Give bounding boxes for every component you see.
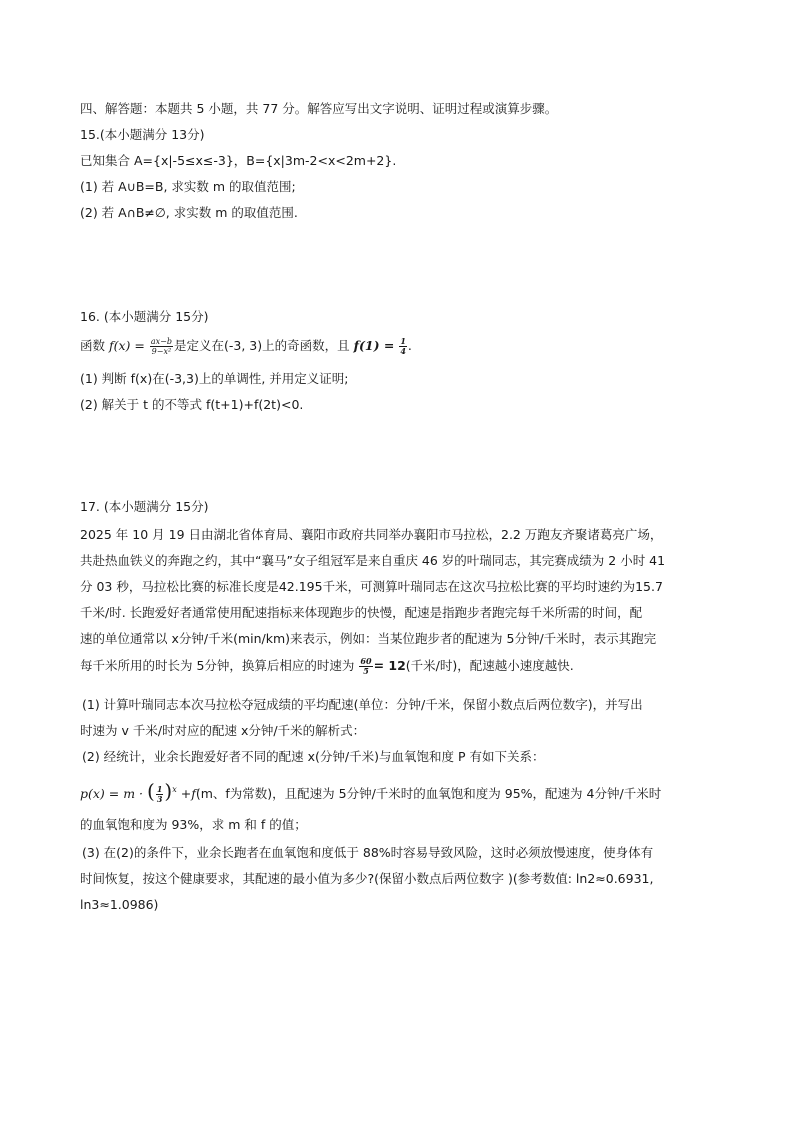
- q15-part1: (1) 若 A∪B=B, 求实数 m 的取值范围;: [80, 179, 296, 194]
- q17-sub2-formula-line: [80, 770, 661, 810]
- q16-mid: 是定义在(-3, 3)上的奇函数，且: [173, 338, 350, 353]
- q16-f1-numerator: 1: [400, 336, 406, 346]
- q16-prefix: 函数: [80, 338, 106, 353]
- q16-f1: f(1) =: [353, 338, 395, 353]
- q17-p6-a: 每千米所用的时长为 5分钟，换算后相应的时速为: [80, 658, 355, 673]
- q17-px: p(x) = m ·: [80, 786, 144, 801]
- q17-p6-eq: = 12: [373, 658, 406, 673]
- q17-p6-denominator: 5: [363, 666, 369, 676]
- q16-end: .: [407, 338, 412, 353]
- q17-sub2-b: (m、f为常数)，且配速为 5分钟/千米时的血氧饱和度为 95%，配速为 4分钟/千米时: [195, 786, 662, 801]
- q16-f1-fraction: [399, 337, 407, 356]
- q17-para-line4: 千米/时. 长跑爱好者通常使用配速指标来体现跑步的快慢，配速是指跑步者跑完每千米所需的时间，配: [80, 605, 643, 620]
- q17-s2-denominator: 3: [156, 794, 163, 804]
- q17-plus-f: +f: [180, 786, 196, 801]
- q16-statement: [80, 330, 412, 362]
- q17-para-line5: 速的单位通常以 x分钟/千米(min/km)来表示，例如：当某位跑步者的配速为 5分钟/千米时，表示其跑完: [80, 631, 657, 646]
- q17-para-line2: 共赴热血铁义的奔跑之约，其中“襄马”女子组冠军是来自重庆 46 岁的叶瑞同志，其完赛成绩为 2 小时 41: [80, 553, 666, 568]
- q17-para-line3: 分 03 秒，马拉松比赛的标准长度是42.195千米，可测算叶瑞同志在这次马拉松比赛的平均时速约为15.7: [80, 579, 663, 594]
- q17-sub2-line1: (2) 经统计，业余长跑爱好者不同的配速 x(分钟/千米)与血氧饱和度 P 有如下关系：: [82, 749, 545, 764]
- section-heading: 四、解答题：本题共 5 小题，共 77 分。解答应写出文字说明、证明过程或演算步骤。: [80, 101, 558, 116]
- q17-sub1-line1: (1) 计算叶瑞同志本次马拉松夺冠成绩的平均配速(单位：分钟/千米，保留小数点后两位数字)，并写出: [82, 697, 643, 712]
- q17-sub3-line3: ln3≈1.0986): [80, 897, 159, 912]
- q16-denominator: 9−x²: [151, 347, 172, 356]
- q17-s2-numerator: 1: [156, 784, 163, 794]
- q17-para-line6: [80, 650, 574, 682]
- q17-para-line1: 2025 年 10 月 19 日由湖北省体育局、襄阳市政府共同举办襄阳市马拉松，2.2 万跑友齐聚诸葛亮广场，: [80, 527, 663, 542]
- q16-fx: f(x) =: [109, 338, 145, 353]
- q16-fraction: [150, 337, 173, 356]
- q16-title: 16. (本小题满分 15分): [80, 309, 209, 324]
- q17-title: 17. (本小题满分 15分): [80, 499, 209, 514]
- q17-p6-fraction: [359, 657, 372, 676]
- q17-sub3-line1: (3) 在(2)的条件下，业余长跑者在血氧饱和度低于 88%时容易导致风险，这时必须放慢速度，使身体有: [82, 845, 654, 860]
- q16-f1-denominator: 4: [400, 346, 406, 356]
- q15-statement: 已知集合 A={x|-5≤x≤-3}，B={x|3m-2<x<2m+2}.: [80, 153, 397, 168]
- q15-part2: (2) 若 A∩B≠∅, 求实数 m 的取值范围.: [80, 205, 298, 220]
- q17-p6-numerator: 60: [360, 656, 372, 666]
- q17-paren-open: (: [147, 779, 155, 803]
- q15-title: 15.(本小题满分 13分): [80, 127, 205, 142]
- q17-sub2-line3: 的血氧饱和度为 93%，求 m 和 f 的值；: [80, 817, 307, 832]
- q16-part1: (1) 判断 f(x)在(-3,3)上的单调性, 并用定义证明;: [80, 371, 349, 386]
- q16-numerator: ax−b: [150, 337, 172, 346]
- q17-paren-close: ): [164, 779, 173, 803]
- q17-exponent: x: [172, 785, 177, 794]
- q17-sub3-line2: 时间恢复，按这个健康要求，其配速的最小值为多少?(保留小数点后两位数字 )(参考数值: ln2≈0.6931,: [80, 871, 654, 886]
- q16-part2: (2) 解关于 t 的不等式 f(t+1)+f(2t)<0.: [80, 397, 304, 412]
- q17-s2-fraction: [156, 785, 164, 804]
- q17-p6-b: (千米/时)，配速越小速度越快.: [405, 658, 574, 673]
- q17-sub1-line2: 时速为 v 千米/时对应的配速 x分钟/千米的解析式：: [80, 723, 366, 738]
